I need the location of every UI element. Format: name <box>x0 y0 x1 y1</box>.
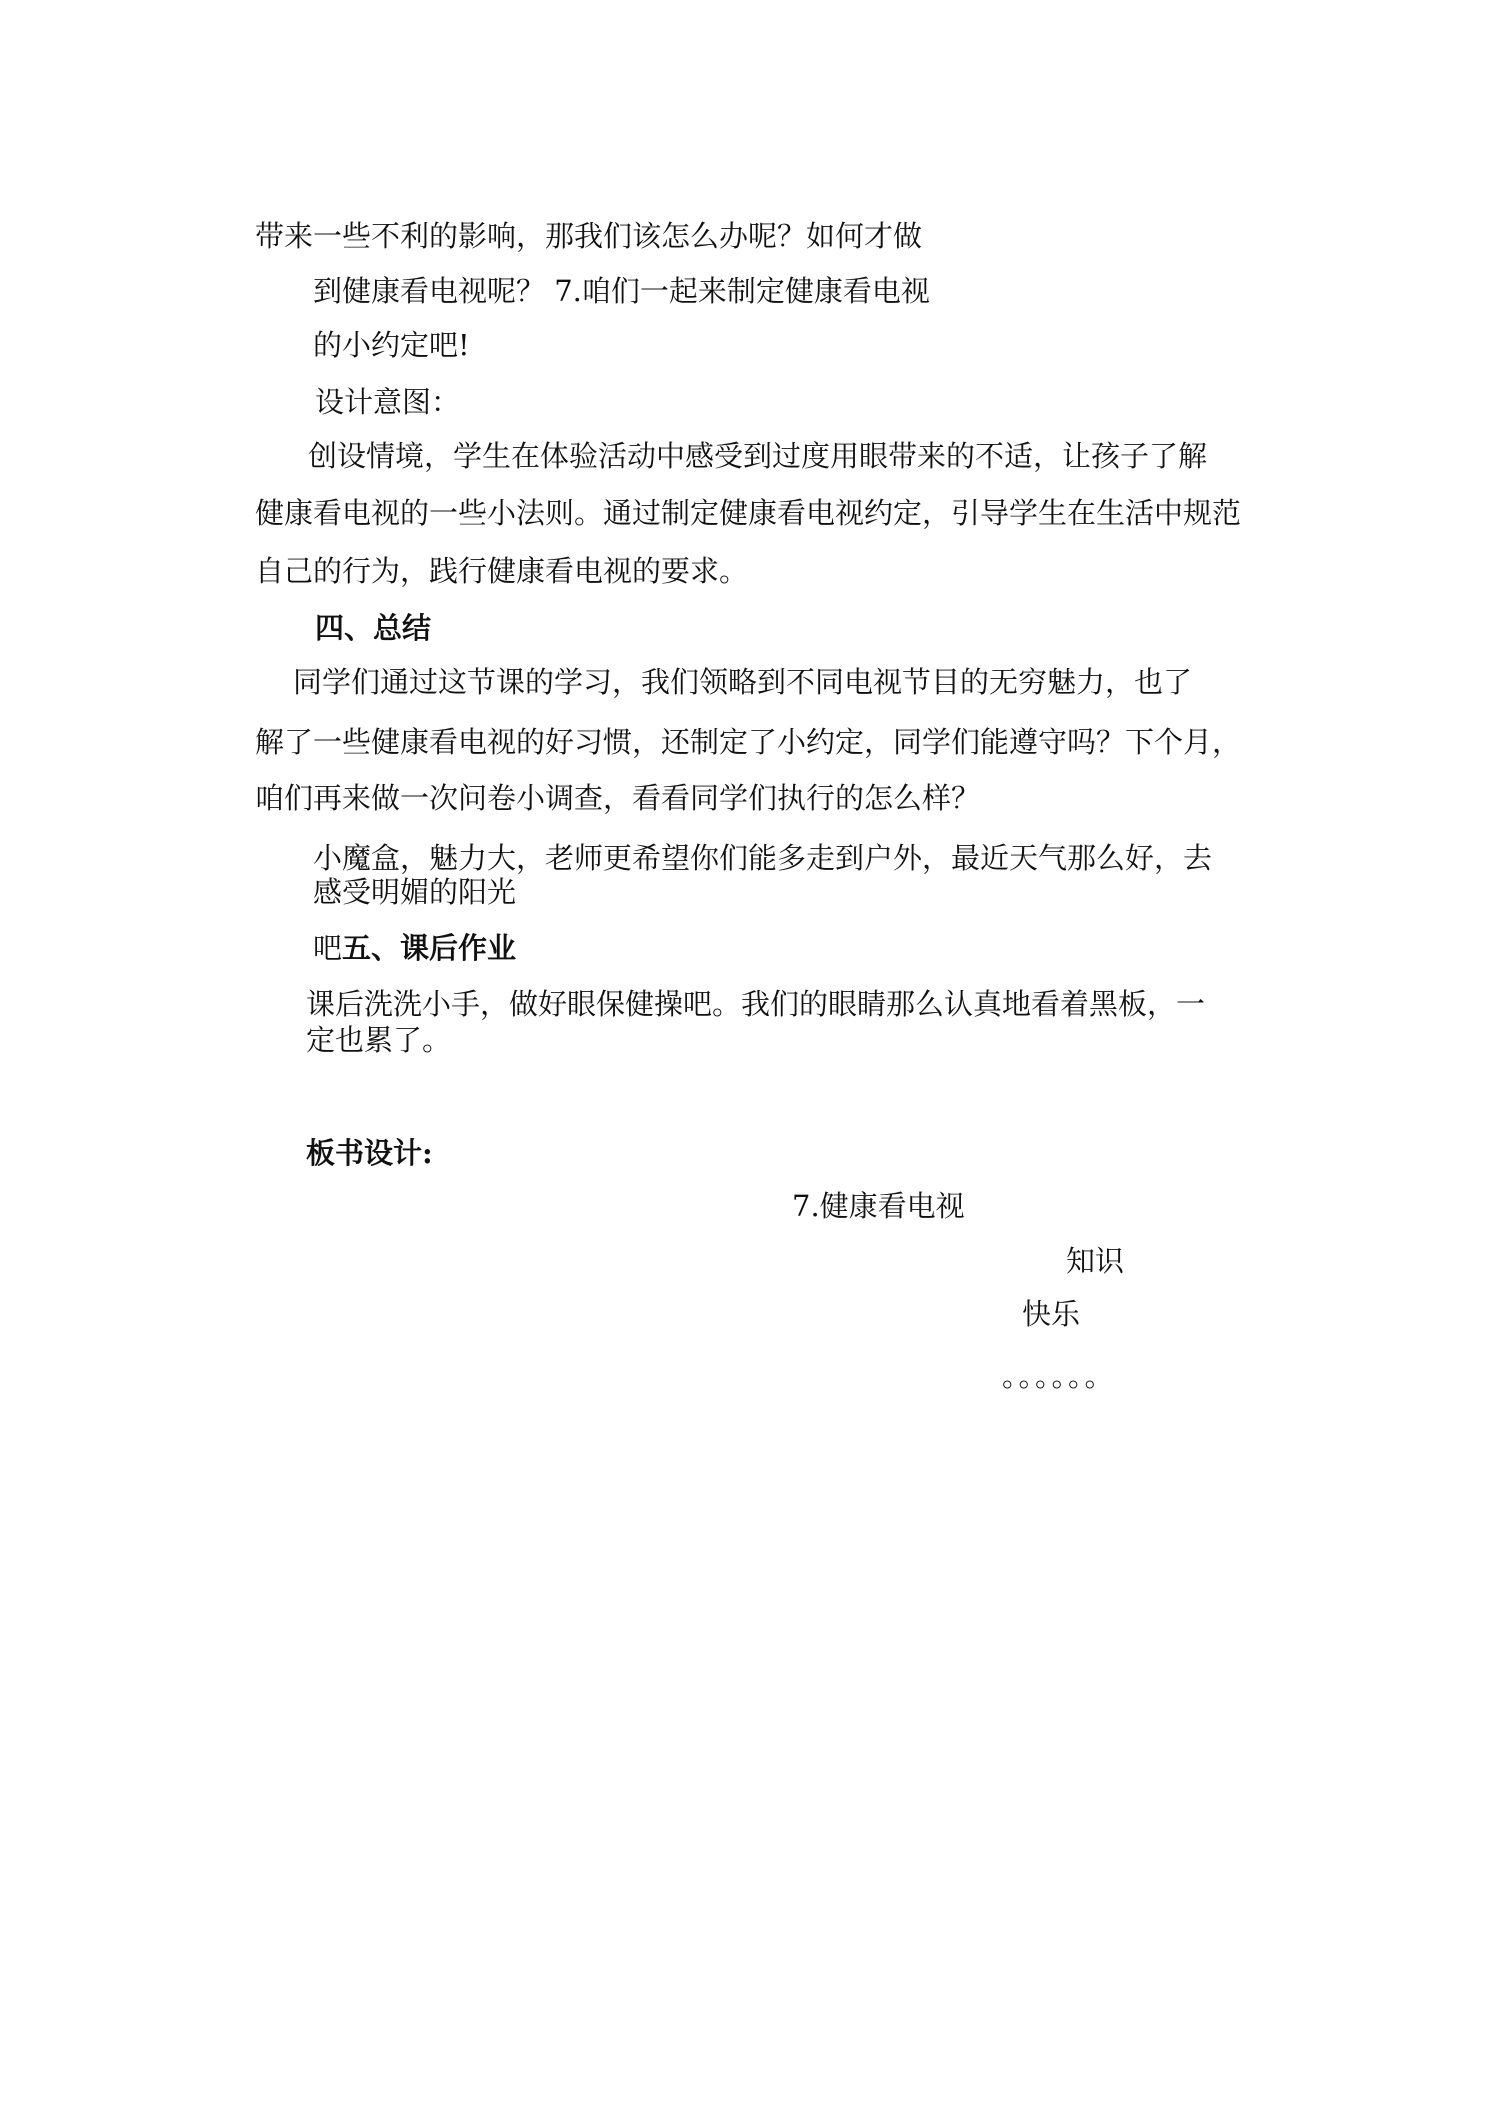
board-dots: 。。。。。。 <box>1002 1359 1116 1393</box>
board-title: 7.健康看电视 <box>792 1189 965 1223</box>
summary-line-3: 咱们再来做一次问卷小调查，看看同学们执行的怎么样？ <box>255 781 981 815</box>
section-4-heading: 四、总结 <box>315 611 432 645</box>
section-5-prefix: 吧 <box>313 931 343 965</box>
homework-line-2: 定也累了。 <box>306 1023 452 1057</box>
closing-line-1: 小魔盒，魅力大，老师更希望你们能多走到户外，最近天气那么好，去 <box>313 841 1213 875</box>
board-item-happiness: 快乐 <box>1022 1297 1081 1331</box>
summary-line-1: 同学们通过这节课的学习，我们领略到不同电视节目的无穷魅力，也了 <box>293 665 1193 699</box>
intro-line-3: 的小约定吧! <box>313 328 470 362</box>
board-item-knowledge: 知识 <box>1066 1244 1125 1278</box>
intro-line-2: 到健康看电视呢？ 7.咱们一起来制定健康看电视 <box>313 274 930 308</box>
board-design-label: 板书设计: <box>306 1136 433 1170</box>
homework-line-1: 课后洗洗小手，做好眼保健操吧。我们的眼睛那么认真地看着黑板，一 <box>306 987 1206 1021</box>
summary-line-2: 解了一些健康看电视的好习惯，还制定了小约定，同学们能遵守吗？下个月， <box>255 725 1242 759</box>
design-intent-line-2: 健康看电视的一些小法则。通过制定健康看电视约定，引导学生在生活中规范 <box>255 496 1242 530</box>
design-intent-label: 设计意图： <box>315 385 461 419</box>
section-5-heading: 五、课后作业 <box>342 931 517 965</box>
intro-line-1: 带来一些不利的影响，那我们该怎么办呢？如何才做 <box>255 219 923 253</box>
section-5-line <box>313 930 516 966</box>
design-intent-line-3: 自己的行为，践行健康看电视的要求。 <box>255 554 749 588</box>
closing-line-2: 感受明媚的阳光 <box>313 875 517 909</box>
design-intent-line-1: 创设情境，学生在体验活动中感受到过度用眼带来的不适，让孩子了解 <box>308 439 1208 473</box>
